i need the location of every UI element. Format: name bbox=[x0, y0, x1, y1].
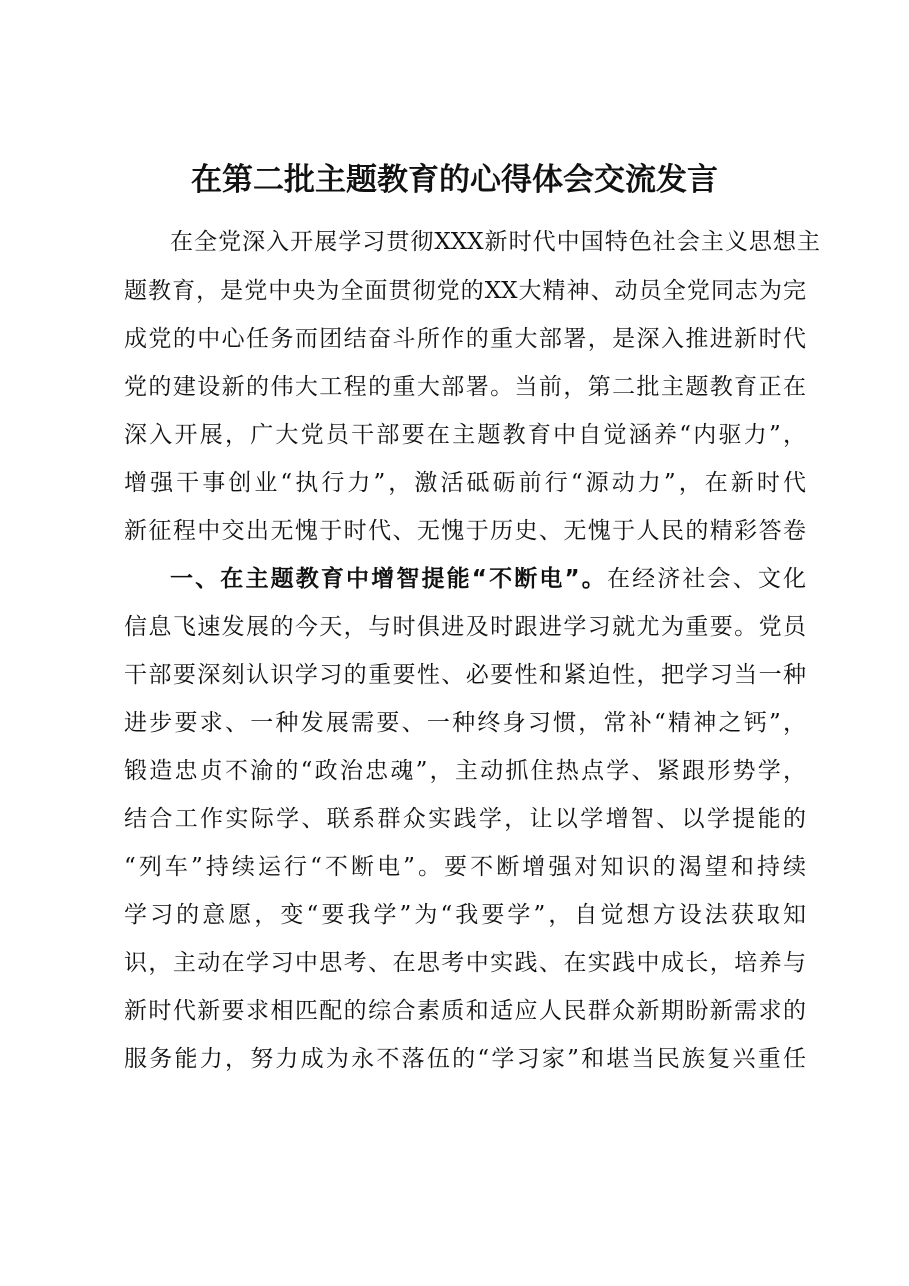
paragraph-line: 服务能力，努力成为永不落伍的“学习家”和堪当民族复兴重任 bbox=[124, 1046, 806, 1072]
paragraph-line: “列车”持续运行“不断电”。要不断增强对知识的渴望和持续 bbox=[124, 854, 806, 880]
paragraph-line: 增强干事创业“执行力”，激活砥砺前行“源动力”，在新时代 bbox=[124, 470, 806, 496]
paragraph-line: 进步要求、一种发展需要、一种终身习惯，常补“精神之钙”， bbox=[124, 710, 806, 736]
paragraph-line: 题教育，是党中央为全面贯彻党的XX大精神、动员全党同志为完 bbox=[124, 278, 806, 304]
paragraph-line: 信息飞速发展的今天，与时俱进及时跟进学习就尤为重要。党员 bbox=[124, 614, 806, 640]
paragraph-line: 锻造忠贞不渝的“政治忠魂”，主动抓住热点学、紧跟形势学， bbox=[124, 758, 806, 784]
section-heading-rest: 在经济社会、文化 bbox=[606, 566, 807, 592]
section-heading-line bbox=[170, 556, 806, 602]
section-heading: 一、在主题教育中增智提能“不断电”。 bbox=[170, 566, 607, 592]
paragraph-line: 新征程中交出无愧于时代、无愧于历史、无愧于人民的精彩答卷 bbox=[124, 518, 806, 544]
paragraph-line: 识，主动在学习中思考、在思考中实践、在实践中成长，培养与 bbox=[124, 950, 806, 976]
paragraph-line: 结合工作实际学、联系群众实践学，让以学增智、以学提能的 bbox=[124, 806, 806, 832]
paragraph-line: 新时代新要求相匹配的综合素质和适应人民群众新期盼新需求的 bbox=[124, 998, 806, 1024]
paragraph-line: 学习的意愿，变“要我学”为“我要学”，自觉想方设法获取知 bbox=[124, 902, 806, 928]
document-title: 在第二批主题教育的心得体会交流发言 bbox=[191, 162, 718, 198]
paragraph-line: 在全党深入开展学习贯彻XXX新时代中国特色社会主义思想主 bbox=[170, 229, 820, 255]
paragraph-line: 干部要深刻认识学习的重要性、必要性和紧迫性，把学习当一种 bbox=[124, 662, 806, 688]
paragraph-line: 成党的中心任务而团结奋斗所作的重大部署，是深入推进新时代 bbox=[124, 326, 806, 352]
paragraph-line: 党的建设新的伟大工程的重大部署。当前，第二批主题教育正在 bbox=[124, 374, 806, 400]
paragraph-line: 深入开展，广大党员干部要在主题教育中自觉涵养“内驱力”， bbox=[124, 422, 806, 448]
